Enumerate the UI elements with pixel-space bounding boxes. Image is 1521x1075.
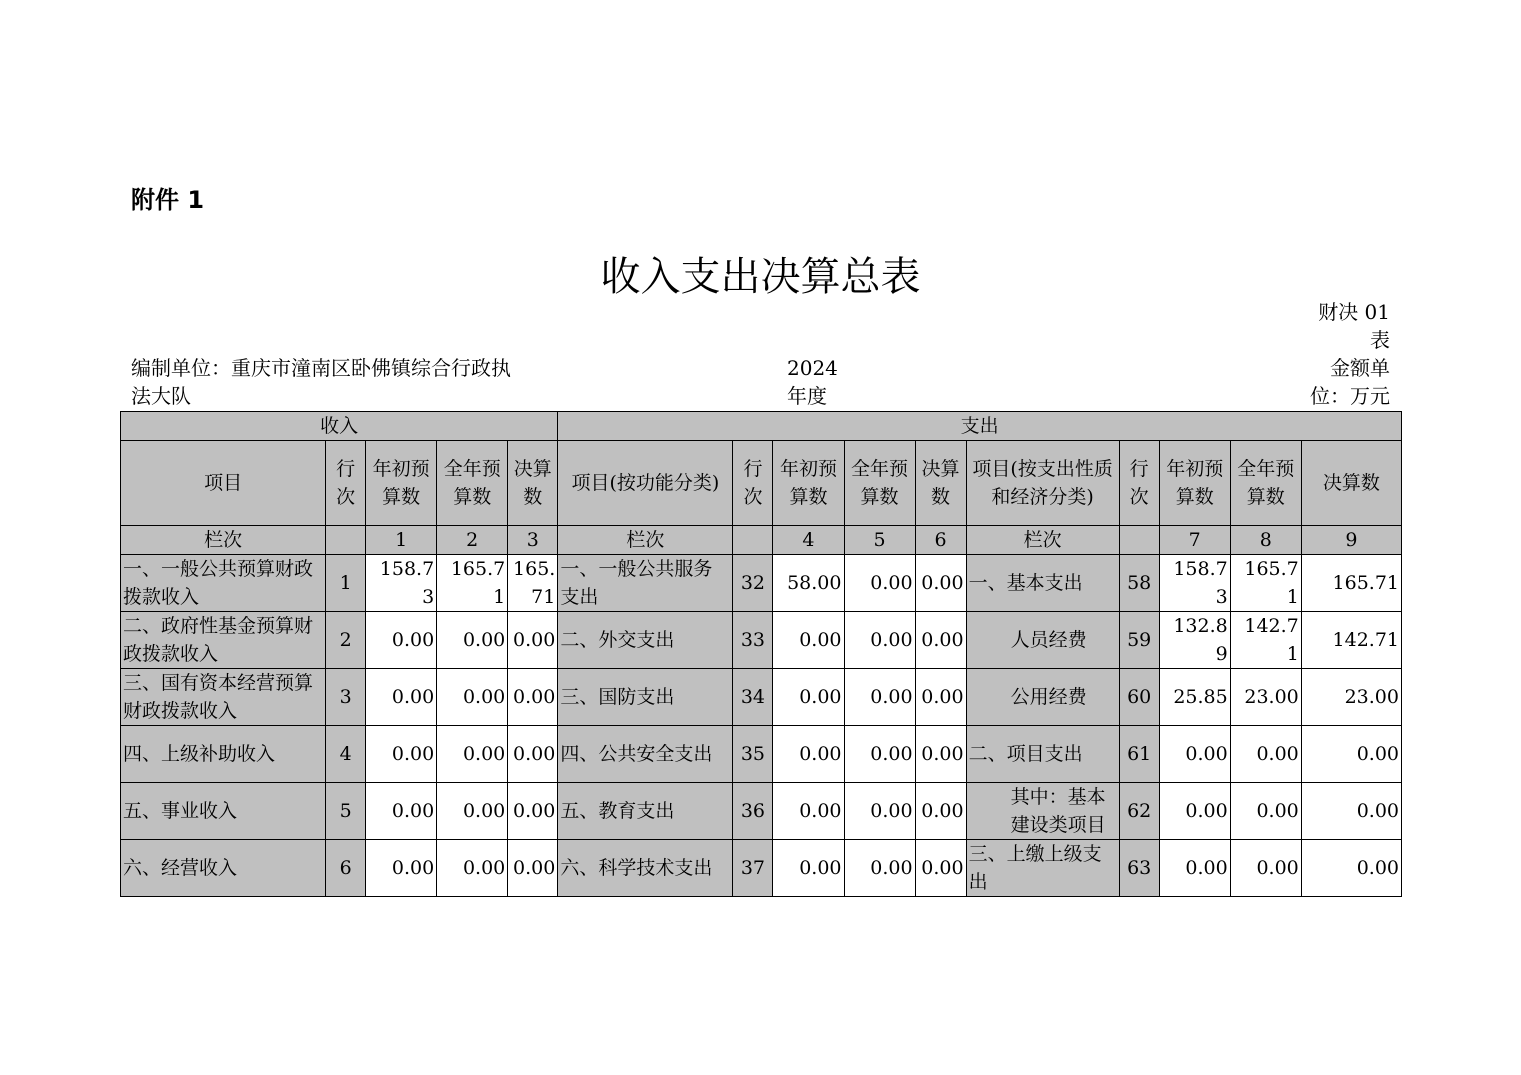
func-full-cell: 0.00 (844, 840, 915, 897)
income-line-cell: 2 (326, 612, 366, 669)
income-initial-cell: 158.73 (366, 555, 437, 612)
func-initial-cell: 0.00 (773, 669, 844, 726)
econ-initial-cell: 132.89 (1159, 612, 1230, 669)
income-final-cell: 0.00 (508, 840, 558, 897)
func-final-cell: 0.00 (915, 555, 966, 612)
income-initial-cell: 0.00 (366, 840, 437, 897)
econ-item-cell: 三、上缴上级支出 (966, 840, 1119, 897)
econ-item-cell: 其中：基本建设类项目 (966, 783, 1119, 840)
col-header-full-budget: 全年预算数 (1230, 441, 1301, 526)
column-number: 6 (915, 526, 966, 555)
page-title: 收入支出决算总表 (600, 254, 921, 300)
income-item-cell: 四、上级补助收入 (121, 726, 326, 783)
econ-item-cell: 一、基本支出 (966, 555, 1119, 612)
income-full-cell: 165.71 (437, 555, 508, 612)
income-final-cell: 0.00 (508, 783, 558, 840)
income-initial-cell: 0.00 (366, 726, 437, 783)
func-item-cell: 二、外交支出 (558, 612, 733, 669)
income-item-cell: 三、国有资本经营预算财政拨款收入 (121, 669, 326, 726)
col-header-initial-budget: 年初预算数 (1159, 441, 1230, 526)
func-initial-cell: 0.00 (773, 612, 844, 669)
func-line-cell: 36 (733, 783, 773, 840)
func-initial-cell: 0.00 (773, 726, 844, 783)
econ-final-cell: 0.00 (1301, 726, 1401, 783)
func-item-cell: 四、公共安全支出 (558, 726, 733, 783)
year-suffix: 年度 (787, 384, 827, 408)
income-full-cell: 0.00 (437, 612, 508, 669)
col-header-final: 决算数 (508, 441, 558, 526)
income-item-cell: 一、一般公共预算财政拨款收入 (121, 555, 326, 612)
column-number-label: 栏次 (121, 526, 326, 555)
column-number: 2 (437, 526, 508, 555)
form-code: 财决 01 表 (1318, 300, 1390, 352)
func-full-cell: 0.00 (844, 726, 915, 783)
column-number-row (121, 526, 1402, 555)
unit-name: 重庆市潼南区卧佛镇综合行政执法大队 (131, 356, 511, 408)
income-final-cell: 0.00 (508, 669, 558, 726)
econ-full-cell: 23.00 (1230, 669, 1301, 726)
func-item-cell: 三、国防支出 (558, 669, 733, 726)
income-item-cell: 二、政府性基金预算财政拨款收入 (121, 612, 326, 669)
func-line-cell: 35 (733, 726, 773, 783)
income-final-cell: 0.00 (508, 726, 558, 783)
col-header-line: 行次 (1119, 441, 1159, 526)
econ-line-cell: 60 (1119, 669, 1159, 726)
table-row (121, 612, 1402, 669)
func-initial-cell: 58.00 (773, 555, 844, 612)
col-header-item-func: 项目(按功能分类) (558, 441, 733, 526)
header-row-columns (121, 441, 1402, 526)
column-number-label: 栏次 (966, 526, 1119, 555)
income-line-cell: 4 (326, 726, 366, 783)
attachment-label: 附件 1 (131, 186, 205, 214)
econ-line-cell: 61 (1119, 726, 1159, 783)
column-number: 7 (1159, 526, 1230, 555)
col-header-initial-budget: 年初预算数 (366, 441, 437, 526)
income-full-cell: 0.00 (437, 840, 508, 897)
column-number: 1 (366, 526, 437, 555)
column-number-blank (1119, 526, 1159, 555)
econ-initial-cell: 0.00 (1159, 783, 1230, 840)
column-number-blank (326, 526, 366, 555)
econ-final-cell: 23.00 (1301, 669, 1401, 726)
func-line-cell: 37 (733, 840, 773, 897)
column-number: 9 (1301, 526, 1401, 555)
col-header-final: 决算数 (915, 441, 966, 526)
col-header-full-budget: 全年预算数 (437, 441, 508, 526)
income-item-cell: 五、事业收入 (121, 783, 326, 840)
income-final-cell: 0.00 (508, 612, 558, 669)
econ-initial-cell: 158.73 (1159, 555, 1230, 612)
func-initial-cell: 0.00 (773, 783, 844, 840)
income-initial-cell: 0.00 (366, 669, 437, 726)
col-header-initial-budget: 年初预算数 (773, 441, 844, 526)
func-full-cell: 0.00 (844, 555, 915, 612)
income-full-cell: 0.00 (437, 783, 508, 840)
income-line-cell: 1 (326, 555, 366, 612)
econ-full-cell: 165.71 (1230, 555, 1301, 612)
func-line-cell: 34 (733, 669, 773, 726)
table-row (121, 726, 1402, 783)
func-final-cell: 0.00 (915, 612, 966, 669)
econ-full-cell: 0.00 (1230, 840, 1301, 897)
econ-item-cell: 二、项目支出 (966, 726, 1119, 783)
econ-item-cell: 人员经费 (966, 612, 1119, 669)
func-full-cell: 0.00 (844, 783, 915, 840)
func-full-cell: 0.00 (844, 612, 915, 669)
econ-full-cell: 142.71 (1230, 612, 1301, 669)
func-final-cell: 0.00 (915, 669, 966, 726)
income-item-cell: 六、经营收入 (121, 840, 326, 897)
func-item-cell: 六、科学技术支出 (558, 840, 733, 897)
column-number-label: 栏次 (558, 526, 733, 555)
func-initial-cell: 0.00 (773, 840, 844, 897)
fiscal-year (787, 354, 847, 410)
econ-initial-cell: 25.85 (1159, 669, 1230, 726)
income-line-cell: 5 (326, 783, 366, 840)
econ-final-cell: 165.71 (1301, 555, 1401, 612)
column-number: 4 (773, 526, 844, 555)
econ-full-cell: 0.00 (1230, 726, 1301, 783)
econ-line-cell: 63 (1119, 840, 1159, 897)
func-final-cell: 0.00 (915, 840, 966, 897)
econ-line-cell: 59 (1119, 612, 1159, 669)
col-header-line: 行次 (733, 441, 773, 526)
econ-final-cell: 0.00 (1301, 840, 1401, 897)
func-line-cell: 32 (733, 555, 773, 612)
col-header-item: 项目 (121, 441, 326, 526)
func-full-cell: 0.00 (844, 669, 915, 726)
econ-initial-cell: 0.00 (1159, 726, 1230, 783)
econ-full-cell: 0.00 (1230, 783, 1301, 840)
header-row-sections (121, 412, 1402, 441)
econ-item-cell: 公用经费 (966, 669, 1119, 726)
func-final-cell: 0.00 (915, 726, 966, 783)
econ-final-cell: 142.71 (1301, 612, 1401, 669)
func-final-cell: 0.00 (915, 783, 966, 840)
col-header-item-econ: 项目(按支出性质和经济分类) (966, 441, 1119, 526)
table-row (121, 783, 1402, 840)
income-line-cell: 3 (326, 669, 366, 726)
income-initial-cell: 0.00 (366, 783, 437, 840)
income-line-cell: 6 (326, 840, 366, 897)
income-expense-table (120, 411, 1402, 897)
expense-section-header: 支出 (558, 412, 1402, 441)
econ-line-cell: 62 (1119, 783, 1159, 840)
income-initial-cell: 0.00 (366, 612, 437, 669)
col-header-full-budget: 全年预算数 (844, 441, 915, 526)
income-final-cell: 165.71 (508, 555, 558, 612)
income-full-cell: 0.00 (437, 669, 508, 726)
col-header-line: 行次 (326, 441, 366, 526)
income-full-cell: 0.00 (437, 726, 508, 783)
column-number: 3 (508, 526, 558, 555)
table-row (121, 555, 1402, 612)
econ-initial-cell: 0.00 (1159, 840, 1230, 897)
econ-final-cell: 0.00 (1301, 783, 1401, 840)
func-line-cell: 33 (733, 612, 773, 669)
func-item-cell: 五、教育支出 (558, 783, 733, 840)
func-item-cell: 一、一般公共服务支出 (558, 555, 733, 612)
table-row (121, 669, 1402, 726)
income-section-header: 收入 (121, 412, 558, 441)
unit-prefix: 编制单位： (131, 356, 231, 380)
table-row (121, 840, 1402, 897)
econ-line-cell: 58 (1119, 555, 1159, 612)
column-number: 8 (1230, 526, 1301, 555)
compiling-unit (131, 354, 511, 410)
year-value: 2024 (787, 356, 838, 380)
amount-unit: 金额单位：万元 (1310, 356, 1390, 408)
column-number-blank (733, 526, 773, 555)
col-header-final: 决算数 (1301, 441, 1401, 526)
column-number: 5 (844, 526, 915, 555)
